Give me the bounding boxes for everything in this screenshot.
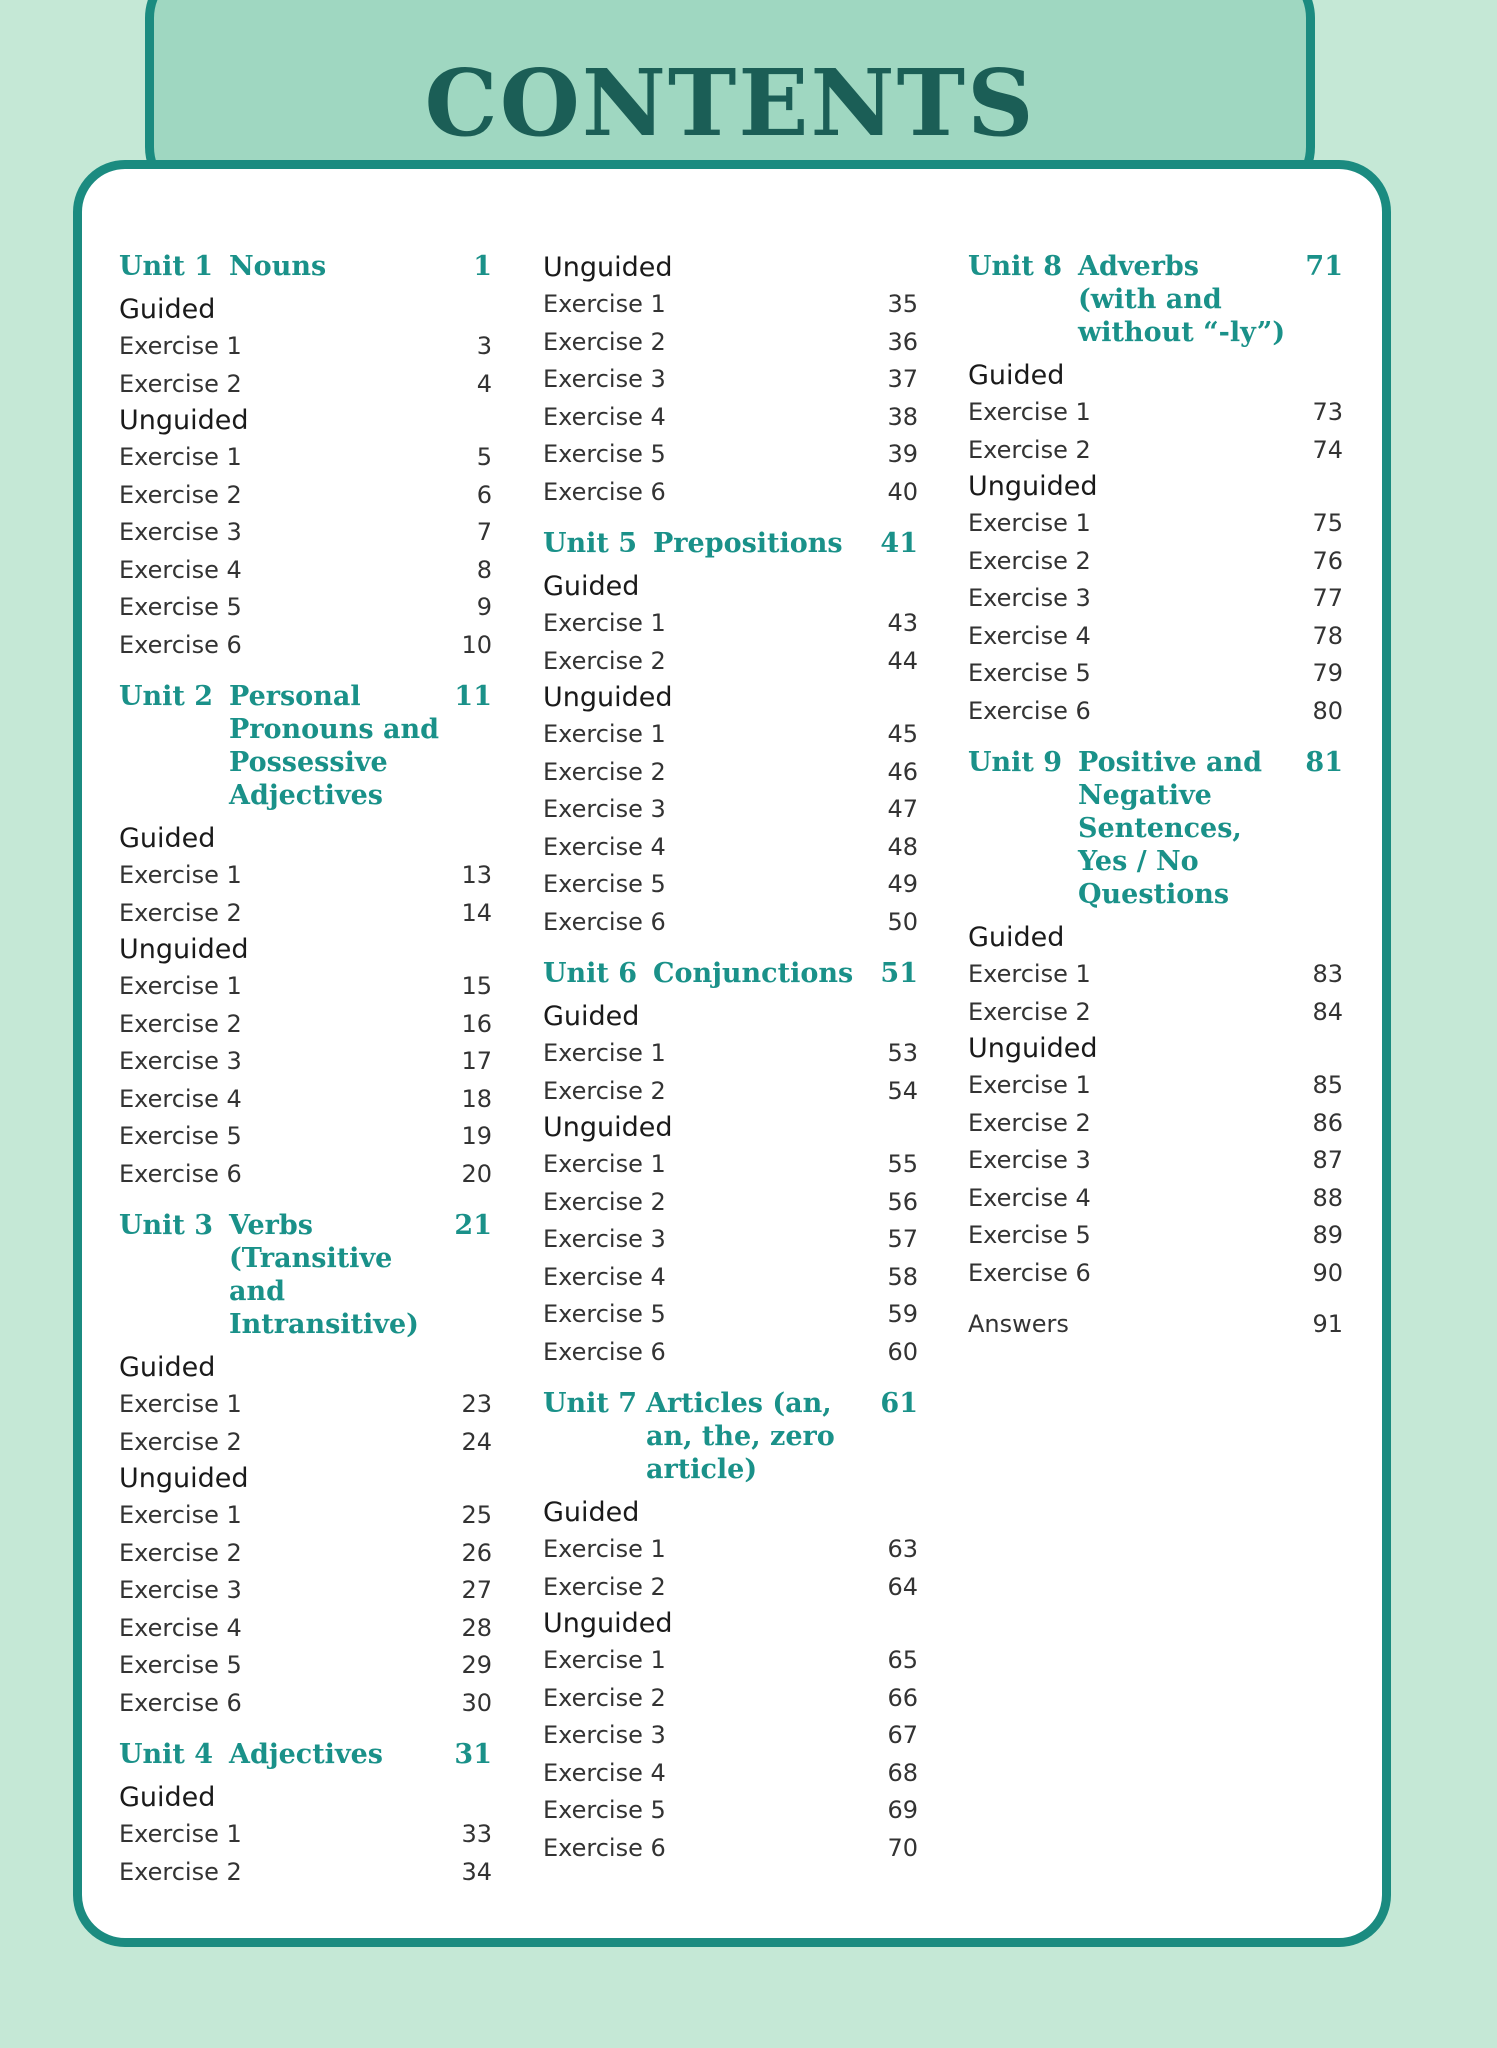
- section-heading: Guided: [119, 1352, 216, 1383]
- entry-label: Exercise 2: [119, 369, 242, 398]
- entry-page-number: 39: [887, 440, 918, 468]
- entry-page-number: 65: [887, 1646, 918, 1674]
- entry-label: Exercise 5: [543, 1796, 666, 1824]
- unit-page-number: 21: [454, 1210, 492, 1241]
- entry-label: Exercise 2: [119, 1857, 242, 1886]
- entry-label: Exercise 3: [119, 1047, 242, 1075]
- entry-label: Exercise 4: [543, 402, 666, 431]
- entry-page-number: 91: [1312, 1310, 1343, 1338]
- entry-label: Exercise 2: [968, 546, 1091, 575]
- entry-page-number: 26: [461, 1538, 492, 1567]
- entry-page-number: 43: [887, 609, 918, 637]
- entry-page-number: 29: [461, 1651, 492, 1679]
- exercise-entry[interactable]: [968, 956, 1343, 994]
- entry-label: Exercise 2: [543, 1076, 666, 1105]
- entry-label: Exercise 5: [119, 1651, 242, 1679]
- entry-label: Exercise 1: [119, 861, 242, 889]
- exercise-entry[interactable]: [543, 1642, 918, 1680]
- entry-label: Exercise 1: [119, 1501, 242, 1529]
- entry-page-number: 53: [887, 1039, 918, 1067]
- unit-title-line: Pronouns and: [229, 714, 440, 745]
- entry-label: Exercise 1: [119, 443, 242, 471]
- unit-title-line: article): [646, 1454, 758, 1485]
- exercise-entry[interactable]: [119, 1386, 492, 1424]
- entry-page-number: 75: [1312, 509, 1343, 537]
- entry-label: Exercise 3: [968, 584, 1091, 612]
- exercise-entry[interactable]: [543, 791, 918, 829]
- entry-page-number: 8: [476, 555, 492, 584]
- entry-page-number: 35: [887, 290, 918, 318]
- exercise-entry[interactable]: [543, 754, 918, 792]
- exercise-entry[interactable]: [543, 361, 918, 399]
- entry-page-number: 59: [887, 1300, 918, 1328]
- section-heading: Unguided: [968, 471, 1098, 502]
- exercise-entry[interactable]: [543, 716, 918, 754]
- exercise-entry[interactable]: [119, 1081, 492, 1119]
- entry-label: Exercise 5: [968, 1221, 1091, 1249]
- entry-label: Exercise 1: [543, 290, 666, 318]
- entry-page-number: 77: [1312, 584, 1343, 612]
- unit-title-line: Prepositions: [653, 528, 843, 559]
- exercise-entry[interactable]: [119, 627, 492, 665]
- entry-label: Exercise 2: [119, 898, 242, 927]
- entry-page-number: 90: [1312, 1258, 1343, 1287]
- entry-page-number: 34: [461, 1857, 492, 1886]
- entry-label: Exercise 6: [543, 1833, 666, 1862]
- exercise-entry[interactable]: [968, 1142, 1343, 1180]
- exercise-entry[interactable]: [968, 994, 1343, 1032]
- unit-label: Unit 6: [543, 958, 638, 989]
- entry-page-number: 16: [461, 1009, 492, 1038]
- unit-heading[interactable]: [119, 1209, 492, 1341]
- exercise-entry[interactable]: [543, 1296, 918, 1334]
- entry-page-number: 78: [1312, 621, 1343, 650]
- unit-heading[interactable]: [119, 250, 492, 283]
- entry-page-number: 79: [1312, 659, 1343, 687]
- unit-label: Unit 7: [543, 1388, 638, 1419]
- exercise-entry[interactable]: [119, 1685, 492, 1723]
- exercise-entry[interactable]: [119, 1610, 492, 1648]
- entry-page-number: 19: [461, 1122, 492, 1150]
- toc-column-3: [968, 250, 1343, 1344]
- entry-page-number: 76: [1312, 546, 1343, 575]
- unit-label: Unit 1: [119, 251, 214, 282]
- entry-page-number: 83: [1312, 960, 1343, 988]
- entry-label: Exercise 2: [543, 327, 666, 356]
- entry-page-number: 25: [461, 1501, 492, 1529]
- unit-title-line: Adjectives: [229, 1739, 384, 1770]
- entry-label: Exercise 3: [119, 1576, 242, 1604]
- entry-page-number: 13: [461, 861, 492, 889]
- entry-page-number: 86: [1312, 1108, 1343, 1137]
- entry-page-number: 50: [887, 907, 918, 936]
- exercise-entry[interactable]: [968, 1255, 1343, 1293]
- section-heading: Guided: [543, 571, 640, 602]
- exercise-entry[interactable]: [543, 1531, 918, 1569]
- entry-label: Exercise 1: [968, 960, 1091, 988]
- section-heading: Guided: [543, 1497, 640, 1528]
- entry-page-number: 87: [1312, 1146, 1343, 1174]
- entry-page-number: 27: [461, 1576, 492, 1604]
- entry-page-number: 33: [461, 1820, 492, 1848]
- entry-page-number: 28: [461, 1613, 492, 1642]
- entry-label: Exercise 2: [543, 1572, 666, 1601]
- entry-label: Exercise 2: [968, 1108, 1091, 1137]
- unit-title-line: Intransitive): [229, 1309, 419, 1340]
- unit-title-line: Yes / No: [1078, 846, 1199, 877]
- section-heading: Guided: [968, 922, 1065, 953]
- entry-label: Exercise 4: [119, 1613, 242, 1642]
- section-heading: Unguided: [119, 1463, 249, 1494]
- section-heading: Guided: [543, 1001, 640, 1032]
- section-heading: Guided: [119, 1782, 216, 1813]
- entry-label: Exercise 5: [543, 870, 666, 898]
- entry-page-number: 38: [887, 402, 918, 431]
- answers-entry[interactable]: [968, 1306, 1343, 1344]
- unit-title-line: Adjectives: [229, 780, 384, 811]
- section-heading: Unguided: [119, 934, 249, 965]
- exercise-entry[interactable]: [543, 324, 918, 362]
- entry-label: Exercise 1: [119, 332, 242, 360]
- entry-page-number: 17: [461, 1047, 492, 1075]
- entry-label: Exercise 6: [543, 477, 666, 506]
- entry-page-number: 47: [887, 795, 918, 823]
- entry-label: Exercise 2: [119, 1538, 242, 1567]
- entry-label: Exercise 1: [543, 1646, 666, 1674]
- exercise-entry[interactable]: [543, 829, 918, 867]
- unit-label: Unit 8: [968, 251, 1063, 282]
- exercise-entry[interactable]: [968, 1217, 1343, 1255]
- unit-label: Unit 3: [119, 1210, 214, 1241]
- entry-page-number: 89: [1312, 1221, 1343, 1249]
- entry-page-number: 63: [887, 1535, 918, 1563]
- entry-label: Exercise 6: [543, 1337, 666, 1366]
- unit-title-line: and: [229, 1276, 286, 1307]
- exercise-entry[interactable]: [119, 1156, 492, 1194]
- unit-label: Unit 2: [119, 681, 214, 712]
- exercise-entry[interactable]: [543, 1680, 918, 1718]
- exercise-entry[interactable]: [968, 505, 1343, 543]
- toc-column-1: [119, 250, 492, 1891]
- entry-page-number: 66: [887, 1683, 918, 1712]
- entry-label: Exercise 5: [543, 440, 666, 468]
- entry-page-number: 18: [461, 1084, 492, 1113]
- entry-page-number: 15: [461, 972, 492, 1000]
- entry-label: Exercise 1: [543, 609, 666, 637]
- unit-title-line: without “-ly”): [1078, 317, 1286, 348]
- section-heading: Unguided: [543, 1608, 673, 1639]
- unit-page-number: 61: [880, 1388, 918, 1419]
- entry-label: Exercise 1: [968, 1071, 1091, 1099]
- unit-page-number: 71: [1305, 251, 1343, 282]
- entry-label: Exercise 1: [968, 509, 1091, 537]
- page-title: CONTENTS: [424, 49, 1036, 157]
- exercise-entry[interactable]: [543, 1717, 918, 1755]
- unit-heading[interactable]: [968, 250, 1343, 349]
- exercise-entry[interactable]: [543, 1184, 918, 1222]
- unit-heading[interactable]: [543, 1387, 918, 1486]
- unit-heading[interactable]: [543, 957, 918, 990]
- entry-label: Exercise 2: [968, 435, 1091, 464]
- entry-label: Exercise 1: [968, 398, 1091, 426]
- exercise-entry[interactable]: [543, 904, 918, 942]
- entry-page-number: 70: [887, 1833, 918, 1862]
- entry-label: Exercise 4: [968, 621, 1091, 650]
- entry-label: Exercise 6: [119, 630, 242, 659]
- entry-page-number: 56: [887, 1187, 918, 1216]
- entry-label: Exercise 5: [543, 1300, 666, 1328]
- exercise-entry[interactable]: [968, 1105, 1343, 1143]
- entry-page-number: 73: [1312, 398, 1343, 426]
- entry-page-number: 74: [1312, 435, 1343, 464]
- entry-label: Exercise 3: [543, 795, 666, 823]
- entry-label: Exercise 2: [119, 1427, 242, 1456]
- entry-label: Exercise 3: [543, 1721, 666, 1749]
- unit-page-number: 81: [1305, 747, 1343, 778]
- exercise-entry[interactable]: [119, 857, 492, 895]
- unit-label: Unit 4: [119, 1739, 214, 1770]
- entry-label: Exercise 3: [968, 1146, 1091, 1174]
- entry-label: Exercise 1: [119, 1390, 242, 1418]
- entry-label: Exercise 4: [543, 1262, 666, 1291]
- unit-title-line: Sentences,: [1078, 813, 1242, 844]
- unit-spacer: [543, 1371, 918, 1387]
- entry-page-number: 54: [887, 1076, 918, 1105]
- exercise-entry[interactable]: [543, 1221, 918, 1259]
- exercise-entry[interactable]: [119, 514, 492, 552]
- entry-label: Exercise 2: [543, 1683, 666, 1712]
- exercise-entry[interactable]: [119, 1006, 492, 1044]
- section-heading: Guided: [119, 294, 216, 325]
- entry-page-number: 67: [887, 1721, 918, 1749]
- entry-page-number: 44: [887, 646, 918, 675]
- entry-page-number: 6: [476, 480, 492, 509]
- unit-heading[interactable]: [968, 746, 1343, 911]
- exercise-entry[interactable]: [543, 1755, 918, 1793]
- toc-column-2: [543, 250, 918, 1867]
- unit-label: Unit 5: [543, 528, 638, 559]
- exercise-entry[interactable]: [543, 1334, 918, 1372]
- unit-title-line: Positive and: [1078, 747, 1263, 778]
- exercise-entry[interactable]: [119, 1854, 492, 1892]
- unit-spacer: [543, 511, 918, 527]
- entry-page-number: 64: [887, 1572, 918, 1601]
- exercise-entry[interactable]: [119, 1043, 492, 1081]
- entry-page-number: 10: [461, 630, 492, 659]
- entry-label: Exercise 5: [119, 593, 242, 621]
- entry-label: Exercise 1: [543, 1150, 666, 1178]
- unit-title-line: Nouns: [229, 251, 327, 282]
- exercise-entry[interactable]: [543, 1259, 918, 1297]
- section-heading: Unguided: [968, 1033, 1098, 1064]
- entry-page-number: 49: [887, 870, 918, 898]
- unit-page-number: 1: [473, 251, 492, 282]
- unit-title-line: Personal: [229, 681, 361, 712]
- unit-title-line: Possessive: [229, 747, 388, 778]
- exercise-entry[interactable]: [543, 474, 918, 512]
- unit-title-line: Verbs: [229, 1210, 313, 1241]
- exercise-entry[interactable]: [968, 655, 1343, 693]
- entry-label: Exercise 1: [119, 1820, 242, 1848]
- exercise-entry[interactable]: [119, 895, 492, 933]
- entry-label: Exercise 2: [968, 997, 1091, 1026]
- entry-page-number: 48: [887, 832, 918, 861]
- exercise-entry[interactable]: [119, 439, 492, 477]
- exercise-entry[interactable]: [119, 1572, 492, 1610]
- unit-spacer: [119, 1722, 492, 1738]
- exercise-entry[interactable]: [543, 1146, 918, 1184]
- section-heading: Unguided: [543, 1112, 673, 1143]
- exercise-entry[interactable]: [119, 1497, 492, 1535]
- exercise-entry[interactable]: [543, 286, 918, 324]
- unit-spacer: [119, 664, 492, 680]
- exercise-entry[interactable]: [968, 543, 1343, 581]
- entry-page-number: 57: [887, 1225, 918, 1253]
- entry-page-number: 37: [887, 365, 918, 393]
- exercise-entry[interactable]: [543, 1035, 918, 1073]
- entry-page-number: 80: [1312, 696, 1343, 725]
- exercise-entry[interactable]: [968, 394, 1343, 432]
- unit-title-line: (Transitive: [229, 1243, 393, 1274]
- entry-page-number: 30: [461, 1688, 492, 1717]
- exercise-entry[interactable]: [119, 1816, 492, 1854]
- entry-page-number: 7: [476, 518, 492, 546]
- entry-page-number: 36: [887, 327, 918, 356]
- exercise-entry[interactable]: [119, 366, 492, 404]
- entry-page-number: 4: [476, 369, 492, 398]
- entry-page-number: 58: [887, 1262, 918, 1291]
- entry-page-number: 14: [461, 898, 492, 927]
- unit-heading[interactable]: [119, 1738, 492, 1771]
- entry-label: Exercise 6: [119, 1688, 242, 1717]
- entry-page-number: 20: [461, 1159, 492, 1188]
- entry-label: Exercise 4: [119, 555, 242, 584]
- entry-page-number: 3: [476, 332, 492, 360]
- section-heading: Unguided: [119, 405, 249, 436]
- section-heading: Guided: [968, 360, 1065, 391]
- entry-label: Exercise 2: [119, 1009, 242, 1038]
- exercise-entry[interactable]: [543, 643, 918, 681]
- exercise-entry[interactable]: [119, 477, 492, 515]
- section-heading: Unguided: [543, 252, 673, 283]
- entry-label: Exercise 2: [119, 480, 242, 509]
- unit-title-line: (with and: [1078, 284, 1222, 315]
- entry-page-number: 23: [461, 1390, 492, 1418]
- entry-page-number: 46: [887, 757, 918, 786]
- entry-label: Exercise 3: [543, 365, 666, 393]
- entry-label: Exercise 4: [543, 1758, 666, 1787]
- exercise-entry[interactable]: [543, 866, 918, 904]
- unit-title-line: Adverbs: [1078, 251, 1199, 282]
- unit-title-line: Conjunctions: [653, 958, 854, 989]
- entry-page-number: 84: [1312, 997, 1343, 1026]
- unit-spacer: [543, 941, 918, 957]
- exercise-entry[interactable]: [119, 1118, 492, 1156]
- exercise-entry[interactable]: [543, 605, 918, 643]
- entry-page-number: 9: [476, 593, 492, 621]
- entry-label: Exercise 2: [543, 646, 666, 675]
- unit-page-number: 51: [880, 958, 918, 989]
- unit-title-line: Questions: [1078, 879, 1230, 910]
- entry-label: Exercise 4: [543, 832, 666, 861]
- section-heading: Guided: [119, 823, 216, 854]
- entry-label: Exercise 6: [543, 907, 666, 936]
- exercise-entry[interactable]: [968, 618, 1343, 656]
- exercise-entry[interactable]: [968, 432, 1343, 470]
- section-heading: Unguided: [543, 682, 673, 713]
- entry-label: Exercise 6: [119, 1159, 242, 1188]
- unit-title-line: Negative: [1078, 780, 1212, 811]
- unit-heading[interactable]: [543, 527, 918, 560]
- entry-label: Exercise 5: [119, 1122, 242, 1150]
- exercise-entry[interactable]: [968, 1067, 1343, 1105]
- unit-heading[interactable]: [119, 680, 492, 812]
- entry-page-number: 55: [887, 1150, 918, 1178]
- entry-page-number: 68: [887, 1758, 918, 1787]
- unit-page-number: 41: [880, 528, 918, 559]
- entry-page-number: 24: [461, 1427, 492, 1456]
- exercise-entry[interactable]: [119, 1647, 492, 1685]
- exercise-entry[interactable]: [543, 399, 918, 437]
- entry-label: Answers: [968, 1310, 1069, 1338]
- unit-page-number: 11: [454, 681, 492, 712]
- exercise-entry[interactable]: [968, 580, 1343, 618]
- entry-label: Exercise 1: [543, 720, 666, 748]
- unit-spacer: [968, 730, 1343, 746]
- entry-label: Exercise 1: [543, 1039, 666, 1067]
- entry-label: Exercise 4: [968, 1183, 1091, 1212]
- exercise-entry[interactable]: [543, 1073, 918, 1111]
- exercise-entry[interactable]: [543, 1569, 918, 1607]
- exercise-entry[interactable]: [119, 1424, 492, 1462]
- unit-label: Unit 9: [968, 747, 1063, 778]
- entry-label: Exercise 2: [543, 757, 666, 786]
- exercise-entry[interactable]: [119, 552, 492, 590]
- entry-label: Exercise 1: [543, 1535, 666, 1563]
- exercise-entry[interactable]: [119, 328, 492, 366]
- unit-title-line: an, the, zero: [646, 1421, 835, 1452]
- unit-spacer: [119, 1193, 492, 1209]
- entry-label: Exercise 3: [543, 1225, 666, 1253]
- exercise-entry[interactable]: [119, 1535, 492, 1573]
- exercise-entry[interactable]: [543, 1792, 918, 1830]
- exercise-entry[interactable]: [968, 693, 1343, 731]
- exercise-entry[interactable]: [119, 589, 492, 627]
- entry-label: Exercise 4: [119, 1084, 242, 1113]
- entry-page-number: 40: [887, 477, 918, 506]
- entry-label: Exercise 2: [543, 1187, 666, 1216]
- entry-page-number: 88: [1312, 1183, 1343, 1212]
- entry-label: Exercise 5: [968, 659, 1091, 687]
- entry-page-number: 85: [1312, 1071, 1343, 1099]
- entry-label: Exercise 6: [968, 1258, 1091, 1287]
- exercise-entry[interactable]: [968, 1180, 1343, 1218]
- entry-page-number: 5: [476, 443, 492, 471]
- entry-label: Exercise 3: [119, 518, 242, 546]
- exercise-entry[interactable]: [543, 1830, 918, 1868]
- entry-label: Exercise 6: [968, 696, 1091, 725]
- entry-page-number: 60: [887, 1337, 918, 1366]
- unit-title-line: Articles (an,: [646, 1388, 832, 1419]
- entry-page-number: 69: [887, 1796, 918, 1824]
- unit-page-number: 31: [454, 1739, 492, 1770]
- exercise-entry[interactable]: [119, 968, 492, 1006]
- entry-label: Exercise 1: [119, 972, 242, 1000]
- exercise-entry[interactable]: [543, 436, 918, 474]
- entry-page-number: 45: [887, 720, 918, 748]
